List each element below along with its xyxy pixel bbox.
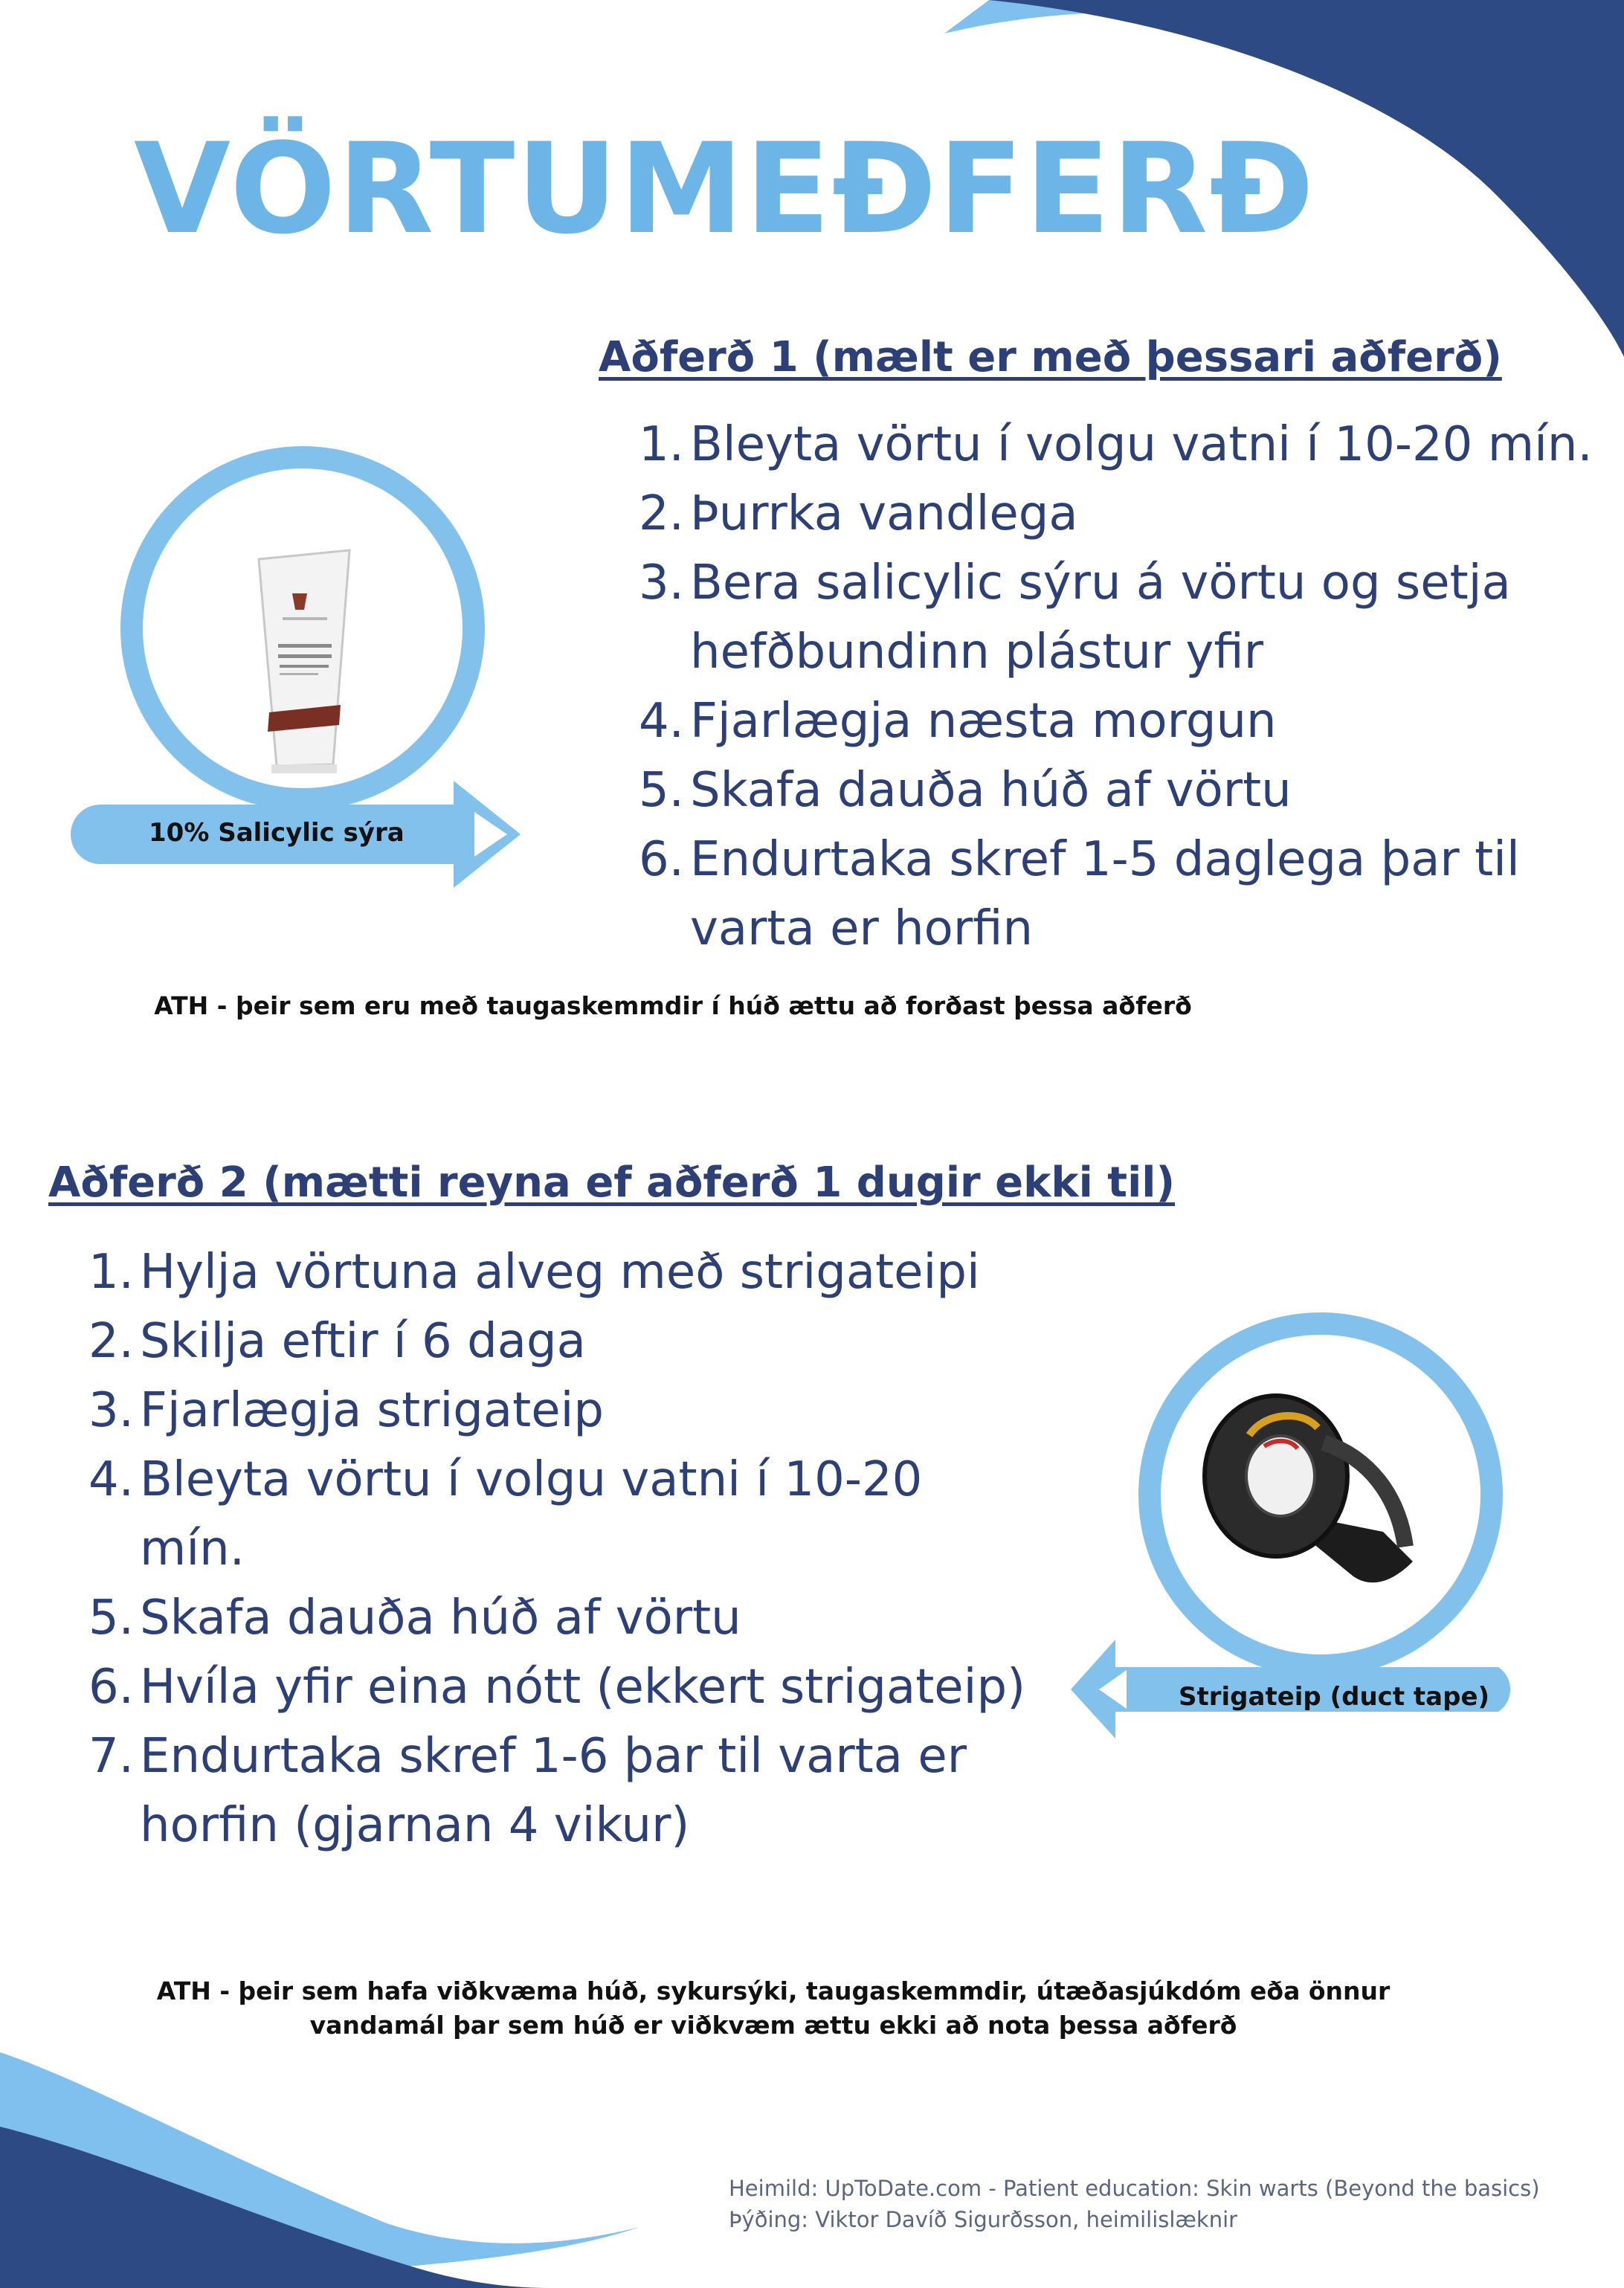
step-text: Endurtaka skref 1-6 þar til varta er horfin (gjarnan 4 vikur) xyxy=(140,1729,967,1853)
step-number: 4. xyxy=(88,1452,134,1507)
step-text: Endurtaka skref 1-5 daglega þar til varta er horfin xyxy=(690,832,1520,956)
page-title: VÖRTUMEÐFERÐ xyxy=(134,116,1316,262)
duct-tape-label: Strigateip (duct tape) xyxy=(1179,1682,1490,1712)
step-number: 1. xyxy=(88,1245,134,1300)
step-text: Fjarlægja næsta morgun xyxy=(690,694,1277,749)
step-text: Skilja eftir í 6 daga xyxy=(140,1314,586,1369)
method-2-warning: ATH - þeir sem hafa viðkvæma húð, sykursýki, taugaskemmdir, útæðasjúkdóm eða önnur vandamál þar sem húð er viðkvæm ættu ekki að nota þessa aðferð xyxy=(156,1976,1391,2040)
step-number: 6. xyxy=(88,1660,134,1715)
footer xyxy=(729,2173,1540,2235)
step-number: 3. xyxy=(88,1383,134,1438)
step-number: 3. xyxy=(638,555,684,610)
step-number: 2. xyxy=(638,486,684,541)
method-1-warning: ATH - þeir sem eru með taugaskemmdir í húð ættu að forðast þessa aðferð xyxy=(154,991,1192,1020)
step-text: Hvíla yfir eina nótt (ekkert strigateip) xyxy=(140,1660,1026,1715)
step-text: Hylja vörtuna alveg með strigateipi xyxy=(140,1245,980,1300)
step-number: 2. xyxy=(88,1314,134,1369)
source-citation: Heimild: UpToDate.com - Patient education: Skin warts (Beyond the basics) xyxy=(729,2176,1540,2201)
salicylic-label: 10% Salicylic sýra xyxy=(149,818,405,848)
step-number: 5. xyxy=(638,763,684,818)
step-text: Skafa dauða húð af vörtu xyxy=(140,1591,741,1646)
method-1-heading: Aðferð 1 (mælt er með þessari aðferð) xyxy=(599,333,1502,381)
step-text: Bera salicylic sýru á vörtu og setja hefðbundinn plástur yfir xyxy=(690,555,1511,680)
step-text: Bleyta vörtu í volgu vatni í 10-20 mín. xyxy=(690,417,1593,472)
step-number: 6. xyxy=(638,832,684,887)
translation-credit: Þýðing: Viktor Davíð Sigurðsson, heimilislæknir xyxy=(729,2207,1238,2232)
method-2-heading: Aðferð 2 (mætti reyna ef aðferð 1 dugir ekki til) xyxy=(48,1158,1176,1207)
duct-tape-roll-icon xyxy=(1205,1396,1413,1582)
step-number: 1. xyxy=(638,417,684,472)
step-number: 5. xyxy=(88,1591,134,1646)
step-text: Þurrka vandlega xyxy=(690,486,1078,541)
step-text: Bleyta vörtu í volgu vatni í 10-20 mín. xyxy=(140,1452,923,1576)
step-text: Skafa dauða húð af vörtu xyxy=(690,763,1292,818)
step-number: 4. xyxy=(638,694,684,749)
step-text: Fjarlægja strigateip xyxy=(140,1383,604,1438)
step-number: 7. xyxy=(88,1729,134,1784)
